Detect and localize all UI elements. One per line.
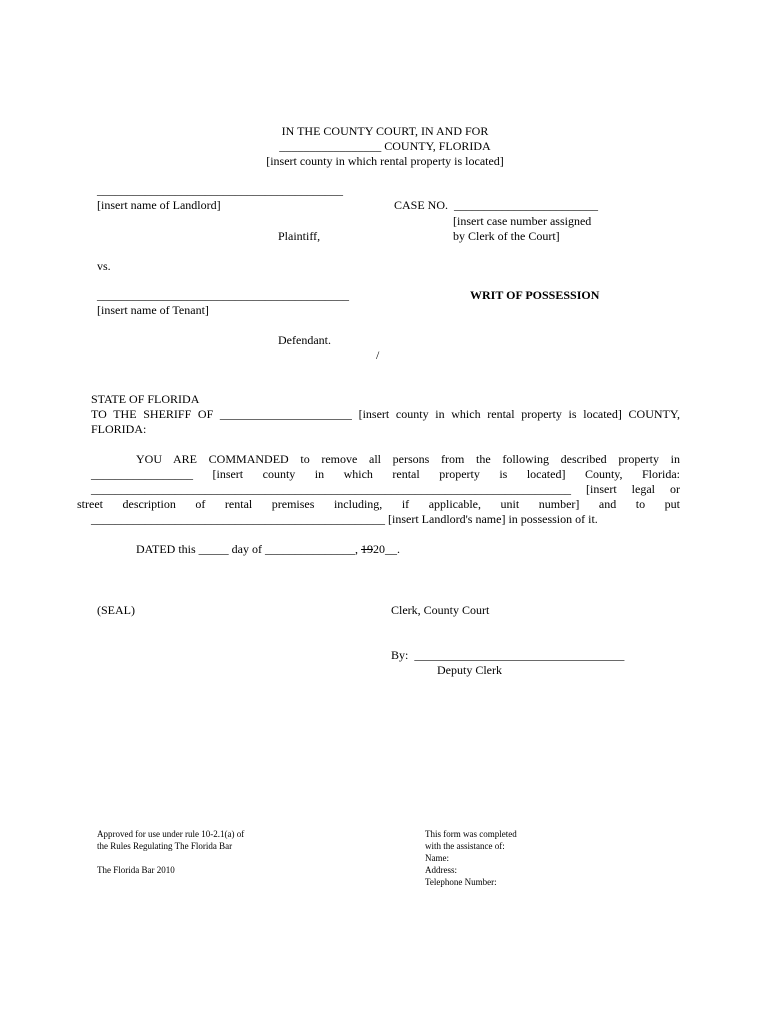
tenant-blank: __________________________________________	[97, 288, 349, 302]
dated-struck-century: 19	[361, 542, 373, 556]
command-line-5: _________________________________________________ [insert Landlord's name] in possession of it.	[91, 512, 598, 526]
approval-note-1: Approved for use under rule 10-2.1(a) of	[97, 829, 245, 839]
dated-text: DATED this _____ day of _______________,	[136, 542, 361, 556]
court-heading: IN THE COUNTY COURT, IN AND FOR	[281, 124, 489, 138]
completed-note-2: with the assistance of:	[425, 841, 505, 851]
preparer-name: Name:	[425, 853, 449, 863]
preparer-telephone: Telephone Number:	[425, 877, 497, 887]
caption-slash: /	[376, 348, 380, 362]
command-line-1: YOU ARE COMMANDED to remove all persons from the following described property in	[136, 452, 680, 466]
dated-line	[136, 542, 400, 557]
preparer-address: Address:	[425, 865, 457, 875]
landlord-label: [insert name of Landlord]	[97, 198, 221, 212]
document-title: WRIT OF POSSESSION	[470, 288, 600, 302]
bar-year: The Florida Bar 2010	[97, 865, 175, 875]
plaintiff-label: Plaintiff,	[278, 229, 321, 243]
command-line-4: street description of rental premises including, if applicable, unit number] and to put	[77, 497, 680, 511]
defendant-label: Defendant.	[278, 333, 331, 347]
case-number: CASE NO. ________________________	[394, 198, 599, 212]
command-line-3: ________________________________________________________________________________ [insert legal or	[91, 482, 680, 496]
command-line-2: _________________ [insert county in which rental property is located] County, Florida:	[91, 467, 680, 481]
florida-line: FLORIDA:	[91, 422, 147, 436]
county-hint: [insert county in which rental property is located]	[266, 154, 504, 168]
landlord-blank: _________________________________________	[97, 183, 343, 197]
sheriff-line: TO THE SHERIFF OF ______________________ [insert county in which rental property is located] COUNTY,	[91, 407, 680, 421]
versus-label: vs.	[97, 259, 111, 273]
deputy-clerk-label: Deputy Clerk	[437, 663, 502, 677]
approval-note-2: the Rules Regulating The Florida Bar	[97, 841, 233, 851]
signature-line: By: ___________________________________	[391, 648, 625, 662]
tenant-label: [insert name of Tenant]	[97, 303, 209, 317]
completed-note-1: This form was completed	[425, 829, 517, 839]
seal-label: (SEAL)	[97, 603, 135, 617]
dated-year: 20__.	[373, 542, 400, 556]
county-line: _________________ COUNTY, FLORIDA	[279, 139, 491, 153]
case-hint-2: by Clerk of the Court]	[453, 229, 560, 243]
state-line: STATE OF FLORIDA	[91, 392, 200, 406]
case-hint-1: [insert case number assigned	[453, 214, 592, 228]
clerk-label: Clerk, County Court	[391, 603, 490, 617]
